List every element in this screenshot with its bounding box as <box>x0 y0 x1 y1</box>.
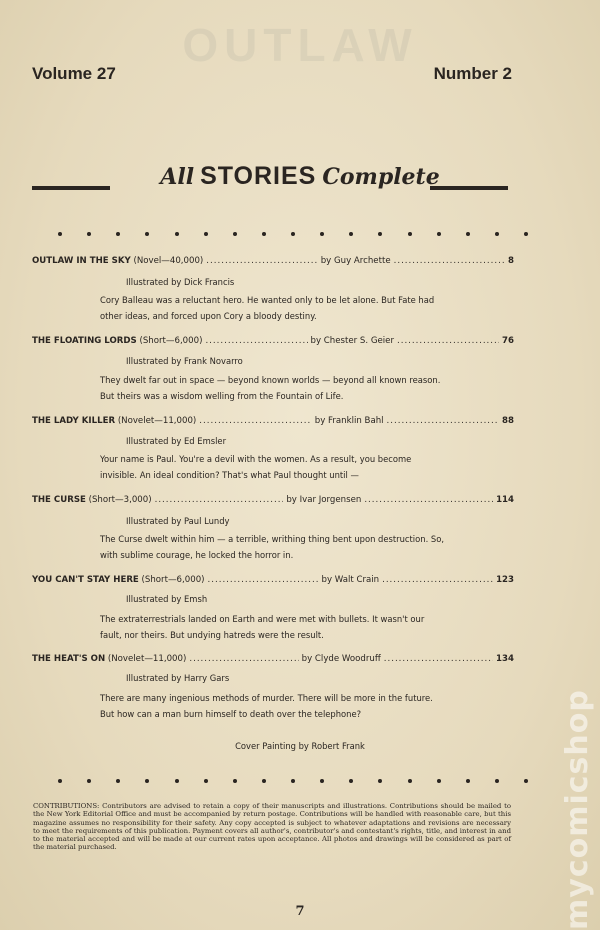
story-info: (Novelet—11,000) <box>107 654 187 664</box>
story-author: by Guy Archette <box>320 256 391 266</box>
contents-title <box>0 162 600 191</box>
story-entry-heading <box>32 256 514 266</box>
story-author: by Ivar Jorgensen <box>286 495 362 505</box>
story-info: (Novelet—11,000) <box>117 416 197 426</box>
story-title: THE CURSE <box>32 495 86 505</box>
contributions-notice: CONTRIBUTIONS: Contributors are advised to retain a copy of their manuscripts and illustrations. Contributions should be mailed to the New York Editorial Office and must be accompanied by return postage. Contributions will be handled with reasonable care, but this magazine assumes no responsibility for their safety. Any copy accepted is subject to whatever adaptations and revisions are necessary to meet the requirements of this publication. Payment covers all author's, contributor's and contestant's rights, title, and interest in and to the material accepted and will be made at our current rates upon acceptance. All photos and drawings will be considered as part of the material purchased. <box>33 802 511 852</box>
story-entry-heading <box>32 416 514 426</box>
page-number: 7 <box>295 904 305 919</box>
story-author: by Clyde Woodruff <box>301 654 381 664</box>
story-title: THE LADY KILLER <box>32 416 116 426</box>
story-entry-heading <box>32 575 514 585</box>
story-info: (Short—6,000) <box>141 575 205 585</box>
story-page: 8 <box>508 256 514 266</box>
title-stories: STORIES <box>200 162 317 190</box>
story-title: THE HEAT'S ON <box>32 654 106 664</box>
dot-divider-bottom <box>58 779 528 783</box>
story-illustrator: Illustrated by Harry Gars <box>126 673 230 683</box>
story-illustrator: Illustrated by Frank Novarro <box>126 356 243 366</box>
story-title: YOU CAN'T STAY HERE <box>32 575 139 585</box>
story-page: 123 <box>496 575 515 585</box>
story-info: (Short—6,000) <box>139 336 203 346</box>
story-page: 134 <box>496 654 514 664</box>
watermark-logo: mycomicshop <box>560 689 595 930</box>
dot-divider-top <box>58 232 528 236</box>
story-author: by Walt Crain <box>321 575 380 585</box>
bleed-through-text: OUTLAW <box>182 19 418 71</box>
story-info: (Short—3,000) <box>88 495 152 505</box>
title-all: All <box>160 164 195 190</box>
story-title: THE FLOATING LORDS <box>32 336 137 346</box>
issue-number-label: Number 2 <box>433 64 512 83</box>
story-description: There are many ingenious methods of murder. There will be more in the future. But how can a man burn himself to death over the telephone? <box>100 693 433 719</box>
story-description: The extraterrestrials landed on Earth and were met with bullets. It wasn't our fault, nor theirs. But undying hatreds were the result. <box>100 614 425 640</box>
story-description: Your name is Paul. You're a devil with the women. As a result, you become invisible. An ideal condition? That's what Paul thought until — <box>100 454 412 480</box>
story-author: by Franklin Bahl <box>314 416 384 426</box>
title-complete: Complete <box>322 164 440 190</box>
story-info: (Novel—40,000) <box>133 256 204 266</box>
story-entry-heading <box>32 654 514 664</box>
story-description: Cory Balleau was a reluctant hero. He wanted only to be let alone. But Fate had other ideas, and forced upon Cory a bloody destiny. <box>100 295 435 321</box>
story-illustrator: Illustrated by Ed Emsler <box>126 436 227 446</box>
story-description: The Curse dwelt within him — a terrible, writhing thing bent upon destruction. So, with sublime courage, he locked the horror in. <box>100 534 444 560</box>
story-author: by Chester S. Geier <box>310 336 394 346</box>
story-title: OUTLAW IN THE SKY <box>32 256 131 266</box>
story-page: 76 <box>502 336 515 346</box>
story-illustrator: Illustrated by Emsh <box>126 594 208 604</box>
story-illustrator: Illustrated by Paul Lundy <box>126 516 230 526</box>
story-page: 88 <box>502 416 514 426</box>
story-entry-heading <box>32 495 514 505</box>
story-entry-heading <box>32 336 514 346</box>
story-page: 114 <box>496 495 515 505</box>
cover-credit: Cover Painting by Robert Frank <box>235 741 365 751</box>
story-illustrator: Illustrated by Dick Francis <box>126 277 235 287</box>
story-description: They dwelt far out in space — beyond known worlds — beyond all known reason. But theirs was a wisdom welling from the Fountain of Life. <box>100 375 441 401</box>
volume-label: Volume 27 <box>32 64 116 83</box>
